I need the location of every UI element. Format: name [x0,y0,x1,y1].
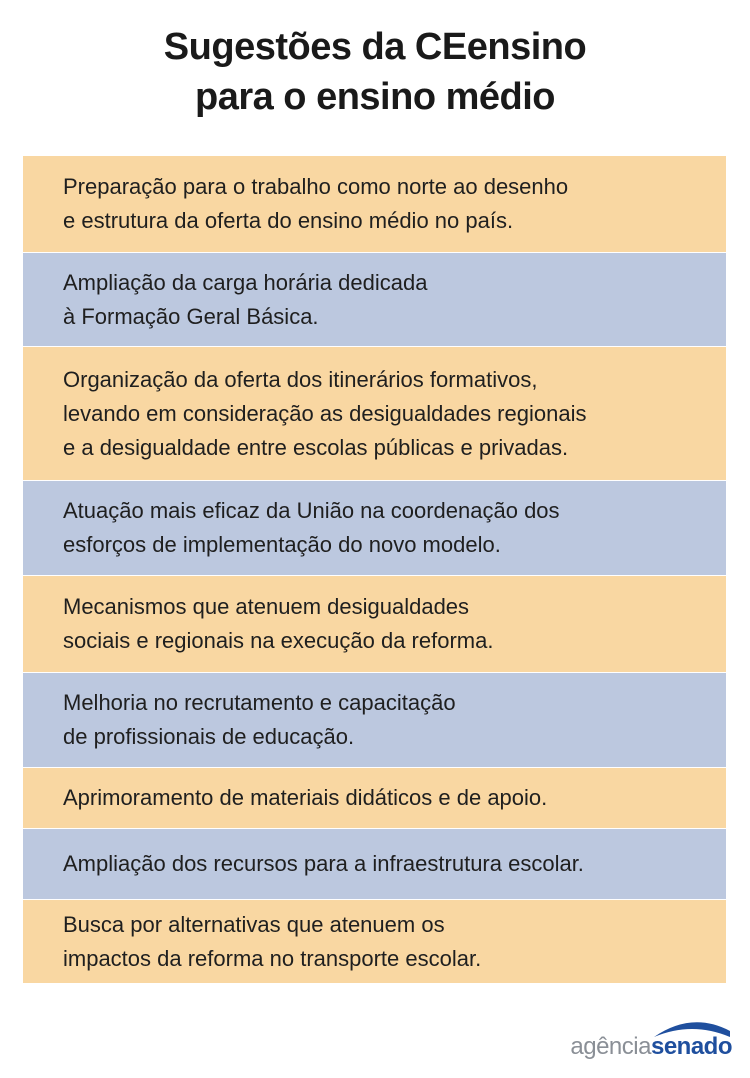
title-line-1: Sugestões da CEensino [163,26,587,68]
list-item-text-line: Atuação mais eficaz da União na coordenação dos [63,498,560,523]
list-item-text-line: Ampliação dos recursos para a infraestrutura escolar. [63,851,584,876]
list-item [23,347,726,481]
list-item-text-line: Busca por alternativas que atenuem os [63,911,445,937]
list-item-text-line: Ampliação da carga horária dedicada [63,269,428,295]
list-item [23,900,726,984]
list-item-text-line: impactos da reforma no transporte escolar. [63,945,482,971]
list-item-text-line: Preparação para o trabalho como norte ao desenho [63,174,569,199]
agencia-senado-logo [532,1015,732,1065]
page-title [0,22,750,122]
logo-wordmark [570,1033,732,1061]
logo-word-senado: senado [650,1033,732,1060]
list-item-text-line: Mecanismos que atenuem desigualdades [63,594,470,619]
list-item [23,829,726,900]
list-item-text-line: Melhoria no recrutamento e capacitação [63,690,456,715]
list-item-text-line: e a desigualdade entre escolas públicas e privadas. [63,434,569,460]
list-item [23,156,726,253]
list-item [23,576,726,673]
suggestions-list [23,156,726,984]
list-item-text-line: levando em consideração as desigualdades regionais [63,400,587,426]
list-item-text-line: de profissionais de educação. [63,724,355,749]
list-item [23,253,726,347]
list-item [23,481,726,576]
list-item-text-line: Organização da oferta dos itinerários formativos, [63,366,538,392]
list-item [23,768,726,829]
list-item-text-line: e estrutura da oferta do ensino médio no país. [63,208,514,233]
list-item-text-line: esforços de implementação do novo modelo. [63,532,501,557]
list-item-text-line: à Formação Geral Básica. [63,303,319,329]
list-item-text-line: Aprimoramento de materiais didáticos e de apoio. [63,785,548,810]
logo-word-agencia: agência [570,1033,651,1060]
list-item-text-line: sociais e regionais na execução da reforma. [63,628,494,653]
list-item [23,673,726,768]
title-line-2: para o ensino médio [194,76,556,118]
